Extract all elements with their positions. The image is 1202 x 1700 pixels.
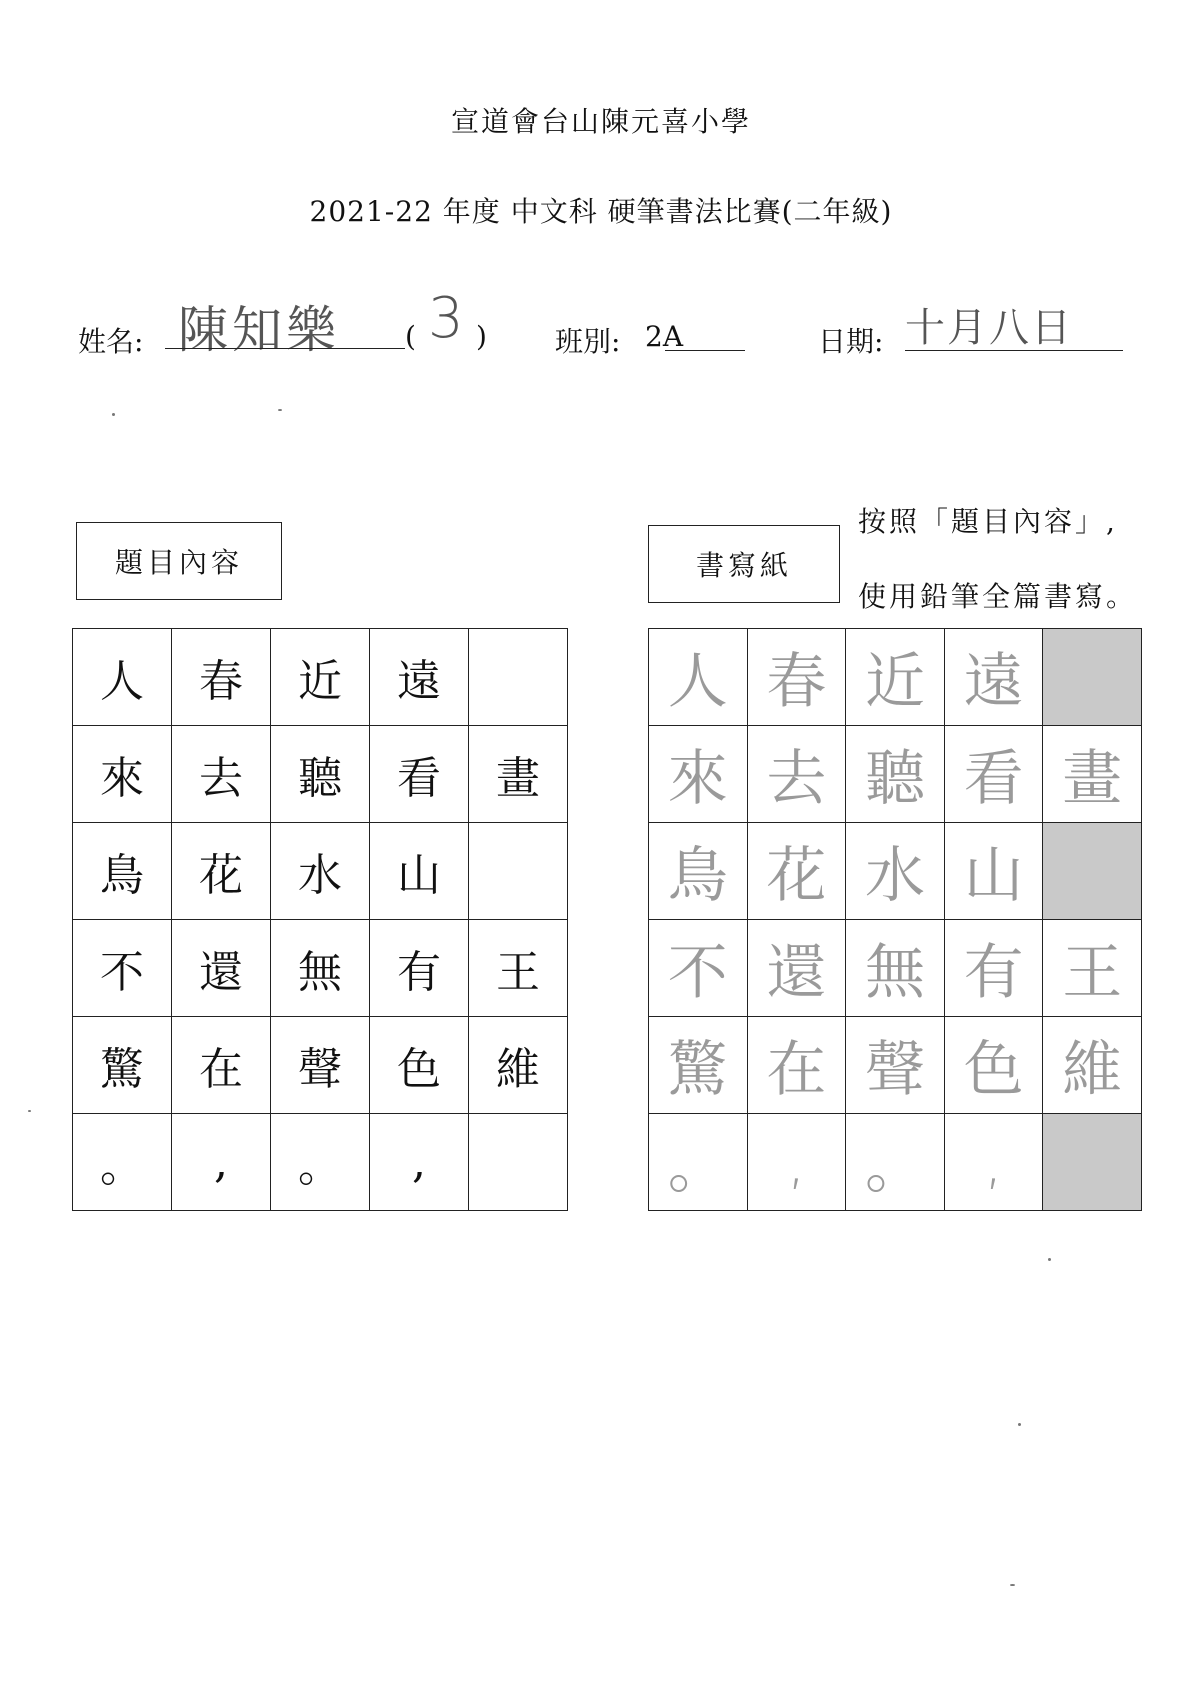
name-label: 姓名: xyxy=(78,325,144,358)
template-cell: 色 xyxy=(370,1017,469,1114)
scan-speck xyxy=(112,413,115,416)
number-close-paren: ) xyxy=(476,320,487,353)
name-value xyxy=(178,290,340,362)
writing-cell: 有 xyxy=(944,920,1043,1017)
template-cell: 不 xyxy=(73,920,172,1017)
template-cell xyxy=(469,629,568,726)
template-label-box xyxy=(76,522,282,600)
scan-speck xyxy=(28,1110,31,1112)
writing-label: 書寫紙 xyxy=(695,549,792,582)
date-label: 日期: xyxy=(818,325,884,358)
writing-row xyxy=(649,726,1142,823)
template-cell xyxy=(469,1114,568,1211)
writing-cell: 遠 xyxy=(944,629,1043,726)
writing-cell xyxy=(1043,629,1142,726)
template-cell: 維 xyxy=(469,1017,568,1114)
writing-cell: 畫 xyxy=(1043,726,1142,823)
template-cell: 去 xyxy=(172,726,271,823)
template-cell: 王 xyxy=(469,920,568,1017)
template-cell: 遠 xyxy=(370,629,469,726)
writing-cell: 還 xyxy=(747,920,846,1017)
writing-cell: 人 xyxy=(649,629,748,726)
writing-cell: , xyxy=(747,1114,846,1211)
template-row xyxy=(73,823,568,920)
writing-cell: 聽 xyxy=(846,726,945,823)
writing-cell: 維 xyxy=(1043,1017,1142,1114)
class-underline xyxy=(665,350,745,351)
writing-cell: 。 xyxy=(846,1114,945,1211)
writing-cell: 近 xyxy=(846,629,945,726)
writing-cell xyxy=(1043,1114,1142,1211)
writing-cell: 。 xyxy=(649,1114,748,1211)
template-row xyxy=(73,1114,568,1211)
instruction-line-2: 使用鉛筆全篇書寫。 xyxy=(858,580,1138,613)
name-text: 陳知樂 xyxy=(178,301,340,359)
template-row xyxy=(73,920,568,1017)
competition-title: 2021-22 年度 中文科 硬筆書法比賽(二年級) xyxy=(309,195,893,228)
class-label: 班別: xyxy=(555,325,621,358)
writing-row xyxy=(649,629,1142,726)
writing-cell xyxy=(1043,823,1142,920)
template-cell xyxy=(469,823,568,920)
template-cell: 近 xyxy=(271,629,370,726)
scan-speck xyxy=(1048,1258,1051,1261)
writing-row xyxy=(649,823,1142,920)
writing-row xyxy=(649,1017,1142,1114)
writing-cell: 水 xyxy=(846,823,945,920)
template-cell: 。 xyxy=(271,1114,370,1211)
writing-row xyxy=(649,1114,1142,1211)
writing-grid xyxy=(648,628,1142,1211)
template-cell: 。 xyxy=(73,1114,172,1211)
writing-cell: 無 xyxy=(846,920,945,1017)
date-value: 十月八日 xyxy=(905,305,1073,351)
writing-cell: 驚 xyxy=(649,1017,748,1114)
template-cell: 人 xyxy=(73,629,172,726)
name-underline xyxy=(165,348,405,349)
writing-cell: 王 xyxy=(1043,920,1142,1017)
class-value: 2A xyxy=(645,320,684,353)
template-cell: 看 xyxy=(370,726,469,823)
number-open-paren: ( xyxy=(405,320,416,353)
template-cell: 有 xyxy=(370,920,469,1017)
writing-cell: 色 xyxy=(944,1017,1043,1114)
template-row xyxy=(73,629,568,726)
template-cell: , xyxy=(370,1114,469,1211)
template-cell: 來 xyxy=(73,726,172,823)
writing-cell: 鳥 xyxy=(649,823,748,920)
template-row xyxy=(73,1017,568,1114)
template-cell: 無 xyxy=(271,920,370,1017)
template-grid xyxy=(72,628,568,1211)
writing-cell: , xyxy=(944,1114,1043,1211)
template-row xyxy=(73,726,568,823)
template-cell: 山 xyxy=(370,823,469,920)
template-cell: 春 xyxy=(172,629,271,726)
template-cell: 水 xyxy=(271,823,370,920)
writing-row xyxy=(649,920,1142,1017)
number-value: 3 xyxy=(428,286,464,351)
template-cell: , xyxy=(172,1114,271,1211)
writing-cell: 在 xyxy=(747,1017,846,1114)
template-cell: 在 xyxy=(172,1017,271,1114)
school-name: 宣道會台山陳元喜小學 xyxy=(450,105,751,138)
scan-speck xyxy=(278,409,282,411)
template-cell: 還 xyxy=(172,920,271,1017)
writing-cell: 花 xyxy=(747,823,846,920)
template-cell: 聽 xyxy=(271,726,370,823)
template-label: 題目內容 xyxy=(114,546,243,579)
writing-cell: 聲 xyxy=(846,1017,945,1114)
writing-label-box xyxy=(648,525,840,603)
writing-cell: 來 xyxy=(649,726,748,823)
writing-cell: 春 xyxy=(747,629,846,726)
template-cell: 花 xyxy=(172,823,271,920)
instruction-line-1: 按照「題目內容」, xyxy=(858,505,1118,538)
template-cell: 聲 xyxy=(271,1017,370,1114)
writing-cell: 看 xyxy=(944,726,1043,823)
template-cell: 驚 xyxy=(73,1017,172,1114)
scan-speck xyxy=(1018,1423,1021,1426)
writing-cell: 不 xyxy=(649,920,748,1017)
template-cell: 畫 xyxy=(469,726,568,823)
date-underline xyxy=(905,350,1123,351)
template-cell: 鳥 xyxy=(73,823,172,920)
scan-speck xyxy=(1010,1584,1015,1586)
writing-cell: 山 xyxy=(944,823,1043,920)
writing-cell: 去 xyxy=(747,726,846,823)
